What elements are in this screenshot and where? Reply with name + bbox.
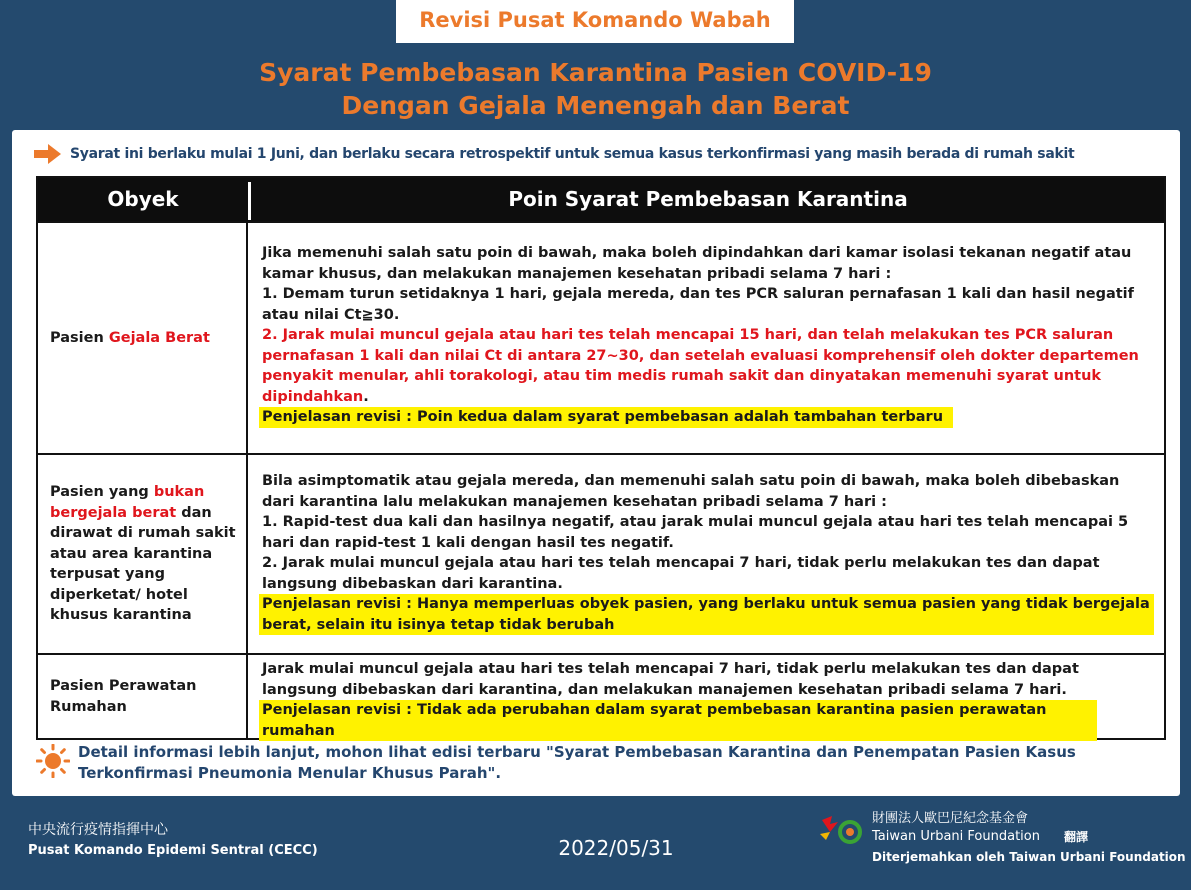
object-text: Pasien yang xyxy=(50,484,154,501)
title-line-2: Dengan Gejala Menengah dan Berat xyxy=(341,91,850,120)
translated-by: Diterjemahkan oleh Taiwan Urbani Foundation xyxy=(872,850,1186,864)
arrow-right-icon xyxy=(34,144,62,164)
foundation-name-cn: 財團法人歐巴尼紀念基金會 xyxy=(872,811,1029,826)
content-panel xyxy=(12,130,1180,796)
page-title xyxy=(0,56,1191,122)
translate-label-cn: 翻譯 xyxy=(1064,830,1089,844)
publish-date: 2022/05/31 xyxy=(558,836,674,860)
organization-name-cn: 中央流行疫情指揮中心 xyxy=(28,822,168,838)
foundation-name-en: Taiwan Urbani Foundation xyxy=(872,829,1040,844)
condition-point-1: 1. Demam turun setidaknya 1 hari, gejala mereda, dan tes PCR saluran pernafasan 1 kali dan hasil negatif atau nilai Ct≧30. xyxy=(262,286,1134,323)
header-badge: Revisi Pusat Komando Wabah xyxy=(396,0,794,43)
detail-info xyxy=(36,742,1156,784)
organization-name-id: Pusat Komando Epidemi Sentral (CECC) xyxy=(28,843,318,858)
column-header-object: Obyek xyxy=(107,187,179,211)
object-cell xyxy=(38,655,248,738)
condition-point-1: 1. Rapid-test dua kali dan hasilnya negatif, atau jarak mulai muncul gejala atau hari tes telah mencapai 5 hari dan rapid-test 1 kali dengan hasil tes negatif. xyxy=(262,514,1129,551)
object-text-emphasis: Gejala Berat xyxy=(108,329,210,346)
revision-note: Penjelasan revisi : Poin kedua dalam syarat pembebasan adalah tambahan terbaru xyxy=(259,407,953,428)
sun-icon xyxy=(36,744,70,778)
conditions-intro: Jarak mulai muncul gejala atau hari tes telah mencapai 7 hari, tidak perlu melakukan tes dan dapat langsung dibebaskan dari karantina, dan melakukan manajemen kesehatan pribadi selama 7 hari. xyxy=(262,661,1079,698)
header-separator xyxy=(248,182,251,220)
conditions-cell xyxy=(250,223,1166,453)
column-header-conditions: Poin Syarat Pembebasan Karantina xyxy=(508,187,908,211)
conditions-intro: Jika memenuhi salah satu poin di bawah, maka boleh dipindahkan dari kamar isolasi tekanan negatif atau kamar khusus, dan melakukan manajemen kesehatan pribadi selama 7 hari : xyxy=(262,245,1132,282)
revision-note: Penjelasan revisi : Tidak ada perubahan dalam syarat pembebasan karantina pasien perawatan rumahan xyxy=(259,700,1097,741)
condition-point-2: 2. Jarak mulai muncul gejala atau hari tes telah mencapai 7 hari, tidak perlu melakukan tes dan dapat langsung dibebaskan dari karantina. xyxy=(262,555,1100,592)
table-row xyxy=(38,653,1164,738)
object-cell xyxy=(38,223,248,453)
object-text: Pasien Perawatan Rumahan xyxy=(50,678,197,715)
table-row xyxy=(38,453,1164,653)
title-line-1: Syarat Pembebasan Karantina Pasien COVID-19 xyxy=(259,58,932,87)
table-row xyxy=(38,221,1164,453)
note-text: Syarat ini berlaku mulai 1 Juni, dan berlaku secara retrospektif untuk semua kasus terkonfirmasi yang masih berada di rumah sakit xyxy=(70,146,1075,162)
detail-text: Detail informasi lebih lanjut, mohon lihat edisi terbaru "Syarat Pembebasan Karantina dan Penempatan Pasien Kasus Terkonfirmasi Pneumonia Menular Khusus Parah". xyxy=(78,743,1076,782)
condition-point-2: 2. Jarak mulai muncul gejala atau hari tes telah mencapai 15 hari, dan telah melakukan tes PCR saluran pernafasan 1 kali dan nilai Ct di antara 27~30, dan setelah evaluasi komprehensif oleh dokter departemen penyakit menular, ahli torakologi, atau tim medis rumah sakit dan dinyatakan memenuhi syarat untuk dipindahkan xyxy=(262,327,1139,405)
foundation-logo-icon xyxy=(816,810,866,850)
condition-point-2-end: . xyxy=(363,388,369,405)
object-text: Pasien xyxy=(50,329,109,346)
conditions-cell xyxy=(250,455,1166,653)
object-cell xyxy=(38,455,248,653)
object-text-emphasis: bukan bergejala berat xyxy=(50,484,205,521)
revision-note: Penjelasan revisi : Hanya memperluas obyek pasien, yang berlaku untuk semua pasien yang tidak bergejala berat, selain itu isinya tetap tidak berubah xyxy=(259,594,1154,635)
object-text-rest: dan dirawat di rumah sakit atau area karantina terpusat yang diperketat/ hotel khusus karantina xyxy=(50,504,236,624)
table-header xyxy=(38,178,1164,221)
footer-organization xyxy=(28,820,318,862)
conditions-intro: Bila asimptomatik atau gejala mereda, dan memenuhi salah satu poin di bawah, maka boleh dibebaskan dari karantina lalu melakukan manajemen kesehatan pribadi selama 7 hari : xyxy=(262,473,1120,510)
conditions-table xyxy=(36,176,1166,740)
conditions-cell xyxy=(250,655,1166,738)
note-row xyxy=(34,142,1174,166)
